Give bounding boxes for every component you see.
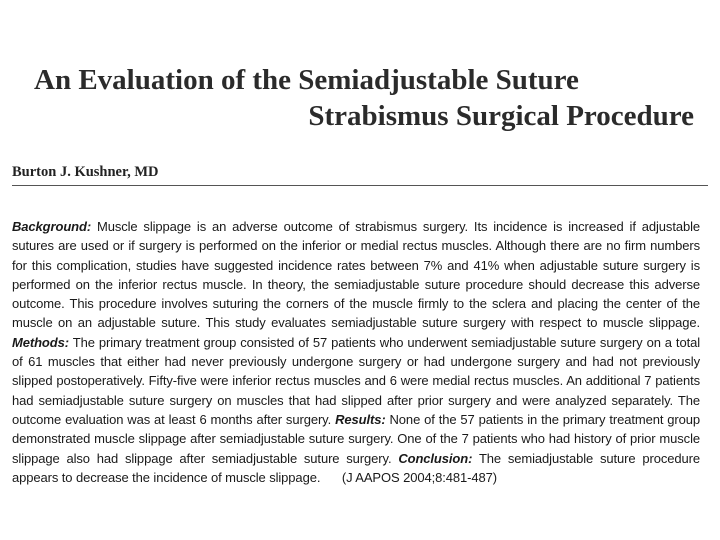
conclusion-heading: Conclusion: — [398, 450, 473, 466]
author-name: Burton J. Kushner, MD — [12, 164, 159, 180]
paper-title — [14, 62, 694, 134]
conclusion-text: The semiadjustable suture procedure appears to decrease the incidence of muscle slippage. — [12, 450, 701, 485]
title-line-1: An Evaluation of the Semiadjustable Suture — [34, 64, 579, 96]
author-divider — [12, 185, 708, 186]
abstract — [12, 217, 700, 487]
results-text: None of the 57 patients in the primary treatment group demonstrated muscle slippage after semiadjustable suture surgery. One of the 7 patients who had history of prior muscle slippage also had slippage after semiadjustable suture surgery. — [12, 411, 701, 466]
title-line-2: Strabismus Surgical Procedure — [308, 100, 694, 132]
background-text: Muscle slippage is an adverse outcome of strabismus surgery. Its incidence is increased if adjustable sutures are used or if surgery is performed on the inferior or medial rectus muscles. Although there are no firm numbers for this complication, studies have suggested incidence rates between 7% and 41% when adjustable suture surgery is performed on the inferior rectus muscle. In theory, the semiadjustable suture procedure should decrease this adverse outcome. This procedure involves suturing the corners of the muscle firmly to the sclera and placing the center of the muscle on an adjustable suture. This study evaluates semiadjustable suture surgery with respect to muscle slippage. — [12, 219, 701, 331]
results-heading: Results: — [335, 411, 386, 427]
background-heading: Background: — [12, 219, 92, 234]
citation: (J AAPOS 2004;8:481-487) — [341, 469, 498, 485]
methods-heading: Methods: — [12, 334, 69, 350]
methods-text: The primary treatment group consisted of 57 patients who underwent semiadjustable suture surgery on a total of 61 muscles that either had never previously undergone surgery or had undergone surgery and had not previously slipped postoperatively. Fifty-five were inferior rectus muscles and 6 were medial rectus muscles. An additional 7 patients had semiadjustable suture surgery on muscles that had slipped after prior surgery and were analyzed separately. The outcome evaluation was at least 6 months after surgery. — [12, 334, 700, 427]
